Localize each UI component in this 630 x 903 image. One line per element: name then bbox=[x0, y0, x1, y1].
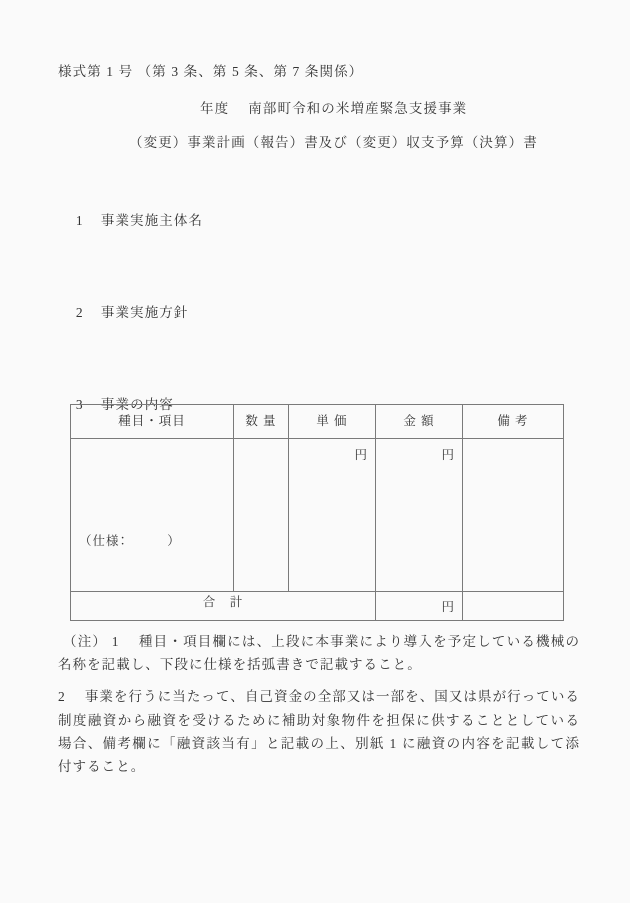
column-header-quantity: 数 量 bbox=[234, 405, 289, 439]
cell-total-remarks[interactable] bbox=[463, 592, 564, 621]
column-header-amount: 金 額 bbox=[376, 405, 463, 439]
note-item-2: 2 事業を行うに当たって、自己資金の全部又は一部を、国又は県が行っている制度融資から融資を受けるために補助対象物件を担保に供することとしている場合、備考欄に「融資該当有」と記載の上、別紙 1 に融資の内容を記載して添付すること。 bbox=[58, 689, 580, 775]
total-label: 合 計 bbox=[71, 592, 376, 621]
note-item-1: （注） 1 種目・項目欄には、上段に本事業により導入を予定している機械の名称を記載し、下段に仕様を括弧書きで記載すること。 bbox=[58, 634, 580, 673]
column-header-item: 種目・項目 bbox=[71, 405, 234, 439]
business-content-table bbox=[70, 404, 564, 621]
section-1-label: 事業実施主体名 bbox=[100, 213, 204, 228]
yen-unit-label: 円 bbox=[441, 600, 455, 614]
yen-unit-label: 円 bbox=[354, 448, 368, 462]
spec-placeholder-text: （仕様： ） bbox=[79, 534, 181, 548]
section-1-heading bbox=[58, 193, 203, 245]
cell-item-name[interactable] bbox=[71, 439, 234, 592]
cell-total-amount[interactable] bbox=[376, 592, 463, 621]
notes-section bbox=[58, 630, 580, 778]
section-1-number: 1 bbox=[75, 213, 84, 228]
cell-amount[interactable] bbox=[376, 439, 463, 592]
yen-unit-label: 円 bbox=[441, 448, 455, 462]
table-row bbox=[71, 439, 564, 592]
table-total-row bbox=[71, 592, 564, 621]
section-3-label: 事業の内容 bbox=[100, 397, 174, 412]
document-title-line-1: 年度 南部町令和の米増産緊急支援事業 bbox=[200, 101, 468, 116]
column-header-remarks: 備 考 bbox=[463, 405, 564, 439]
section-2-heading bbox=[58, 285, 189, 337]
table-header-row bbox=[71, 405, 564, 439]
cell-quantity[interactable] bbox=[234, 439, 289, 592]
form-reference-line: 様式第 1 号 （第 3 条、第 5 条、第 7 条関係） bbox=[58, 64, 364, 79]
section-2-number: 2 bbox=[75, 305, 84, 320]
column-header-unit-price: 単 価 bbox=[289, 405, 376, 439]
cell-unit-price[interactable] bbox=[289, 439, 376, 592]
section-2-label: 事業実施方針 bbox=[100, 305, 189, 320]
document-title-line-2: （変更）事業計画（報告）書及び（変更）収支予算（決算）書 bbox=[129, 135, 538, 150]
section-3-number: 3 bbox=[75, 397, 84, 412]
cell-remarks[interactable] bbox=[463, 439, 564, 592]
